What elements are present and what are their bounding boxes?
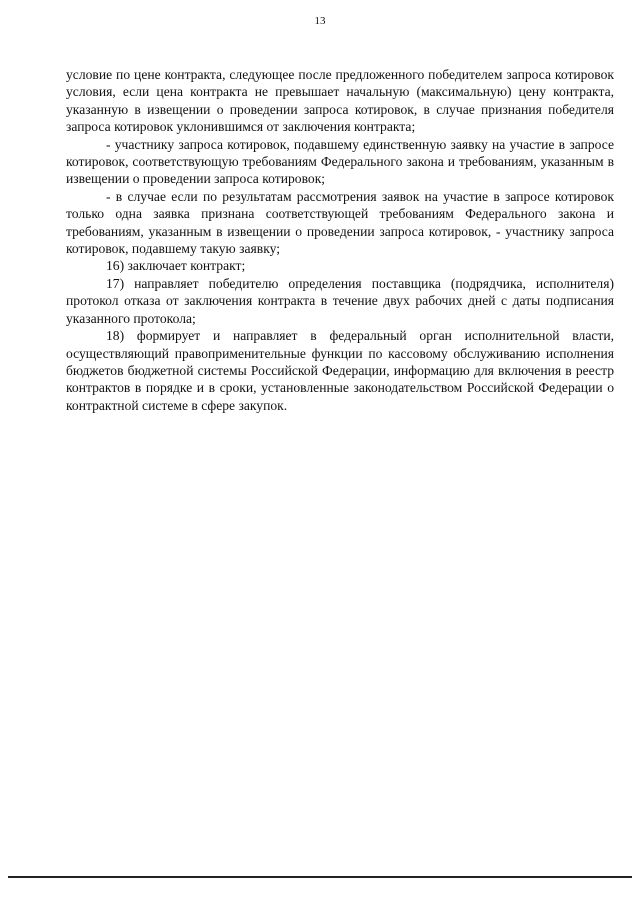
bottom-rule (8, 876, 632, 878)
paragraph-item-17: 17) направляет победителю определения поставщика (подрядчика, исполнителя) протокол отказа от заключения контракта в течение двух рабочих дней с даты подписания указанного протокола; (66, 275, 614, 326)
paragraph-single-bid-participant: - участнику запроса котировок, подавшему единственную заявку на участие в запросе котировок, соответствующую требованиям Федерального закона и требованиям, указанным в извещении о проведении запроса котировок; (66, 136, 614, 187)
document-body (66, 66, 614, 414)
page-number: 13 (314, 15, 326, 27)
paragraph-item-18: 18) формирует и направляет в федеральный орган исполнительной власти, осуществляющий правоприменительные функции по кассовому обслуживанию исполнения бюджетов бюджетной системы Российской Федерации, информацию для включения в реестр контрактов в порядке и в сроки, установленные законодательством Российской Федерации о контрактной системе в сфере закупок. (66, 328, 614, 413)
paragraph-item-16: 16) заключает контракт; (106, 258, 246, 274)
paragraph-quote-price-condition: условие по цене контракта, следующее после предложенного победителем запроса котировок условия, если цена контракта не превышает начальную (максимальную) цену контракта, указанную в извещении о проведении запроса котировок, в случае признания победителя запроса котировок уклонившимся от заключения контракта; (66, 67, 614, 135)
paragraph-single-compliant-bid: - в случае если по результатам рассмотрения заявок на участие в запросе котировок только одна заявка признана соответствующей требованиям Федерального закона и требованиям, указанным в извещении о проведении запроса котировок, - участнику запроса котировок, подавшему такую заявку; (66, 188, 614, 257)
